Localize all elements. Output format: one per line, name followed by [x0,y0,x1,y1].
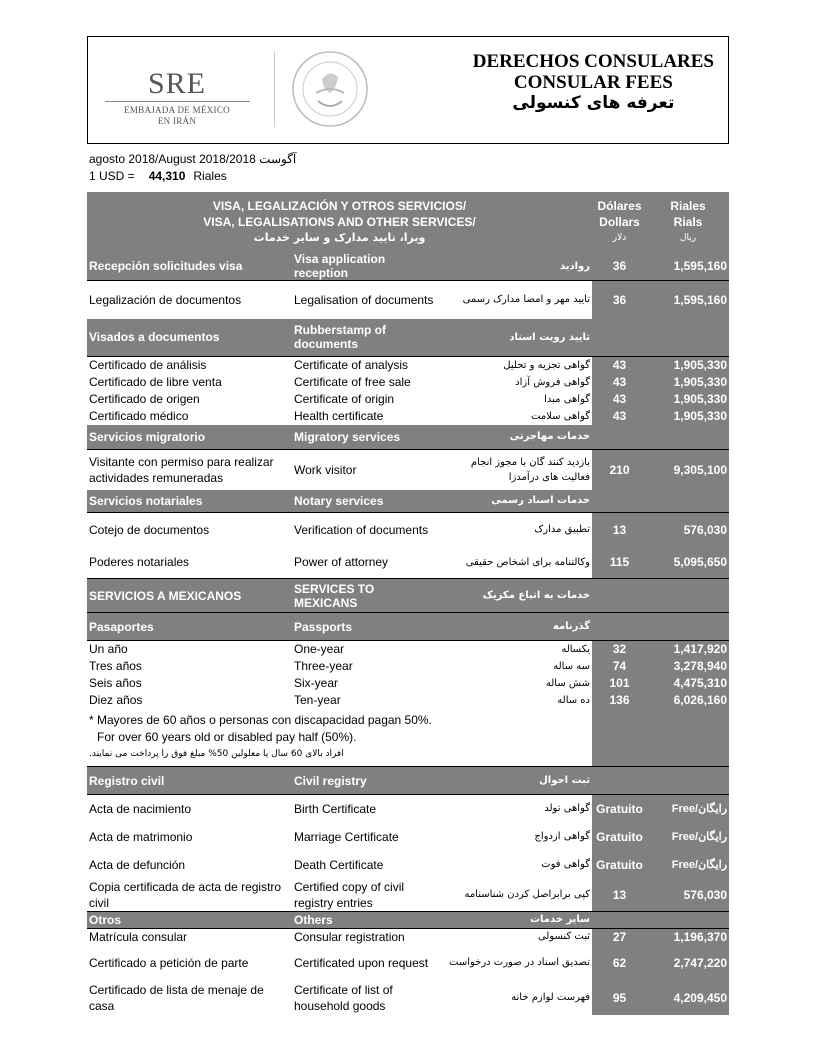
fee-row [87,281,729,319]
label-fa: سایر خدمات [440,911,592,928]
label-en: Certificate of list of household goods [294,982,393,1013]
rial-cell: 576,030 [647,879,729,912]
label-fa: خدمات اسناد رسمی [440,490,592,513]
label-en: Rubberstamp of documents [292,319,440,357]
label-es: SERVICIOS A MEXICANOS [87,579,292,613]
label-fa: گواهی مبدا [544,393,591,405]
label-es: Certificado de origen [89,392,200,406]
embassy-line2: EN IRÁN [157,116,197,126]
label-es: Servicios notariales [87,490,292,513]
sre-logo: SRE [147,67,207,100]
label-es: Acta de matrimonio [89,829,193,844]
usd-cell: 13 [592,513,647,547]
section-header-row [87,579,729,613]
rial-cell: Free/رایگان [647,823,729,851]
rial-header-es: Riales [670,199,706,213]
mexico-seal-icon [290,49,370,129]
rial-cell: 1,595,160 [647,252,729,281]
rial-cell [647,490,729,513]
embassy-line1: EMBAJADA DE MÉXICO [124,105,230,115]
label-en: Legalisation of documents [292,281,440,319]
title-es: DERECHOS CONSULARES [472,51,714,72]
usd-cell: 74 [592,658,647,675]
document-title [473,51,714,114]
fee-row [87,980,729,1015]
label-en: Migratory services [292,425,440,450]
label-en: Birth Certificate [292,795,440,823]
label-es: Cotejo de documentos [87,513,292,547]
label-es: Seis años [89,676,142,690]
usd-cell: 101 [592,675,647,692]
usd-cell [592,709,647,767]
label-en: SERVICES TO MEXICANS [292,579,440,613]
usd-cell: Gratuito [592,795,647,823]
label-en: Six-year [294,676,339,690]
label-fa: ثبت کنسولی [440,928,592,945]
usd-cell: 27 [592,928,647,945]
title-en: CONSULAR FEES [513,72,673,93]
label-en: One-year [292,641,440,658]
logo-divider [105,101,250,102]
label-fa: تصدیق اسناد در صورت درخواست [449,957,591,968]
label-en: Power of attorney [294,555,389,570]
header-box [87,36,729,144]
label-es: Legalización de documentos [87,281,292,319]
rial-cell: 1,196,370 [647,928,729,945]
label-fa: گواهی سلامت [531,410,591,422]
label-fa: گواهی تجزیه و تحلیل [440,357,592,374]
fee-row [87,391,729,408]
usd-cell [592,579,647,613]
fee-row [87,357,729,374]
fee-row [87,851,729,879]
label-fa: یکساله [440,641,592,658]
label-es: Visados a documentos [87,319,292,357]
label-fa: گذرنامه [440,613,592,641]
usd-cell: Gratuito [592,823,647,851]
note-fa: افراد بالای 60 سال یا معلولین 50% مبلغ فوق را پرداخت می نمایند. [89,748,344,759]
usd-cell [592,425,647,450]
label-es: Acta de nacimiento [87,795,292,823]
rate-value: 44,310 [148,169,186,183]
rial-cell [647,613,729,641]
usd-cell [592,767,647,795]
usd-cell: 95 [592,980,647,1015]
discount-note-row [87,709,729,767]
rate-unit: Riales [193,169,227,183]
label-en: Visa application reception [292,252,440,281]
rial-cell: 4,209,450 [647,980,729,1015]
label-es: Tres años [89,659,142,673]
fee-row [87,879,729,912]
rial-cell: 576,030 [647,513,729,547]
label-fa: کپی برابراصل کردن شناسنامه [464,889,591,900]
label-en: Consular registration [292,928,440,945]
label-en: Death Certificate [294,857,384,872]
fee-row [87,928,729,945]
usd-column-header [592,192,647,252]
usd-cell: 36 [592,252,647,281]
discount-note [87,709,592,767]
section-header-row [87,613,729,641]
rial-cell [647,911,729,928]
label-fa: ده ساله [557,694,591,706]
rial-cell: 2,747,220 [647,945,729,980]
label-fa: تایید مهر و امضا مدارک رسمی [440,281,592,319]
exchange-rate [89,168,296,185]
fee-row [87,547,729,579]
rial-header-en: Rials [673,215,703,229]
label-fa: روادید [440,252,592,281]
label-fa: گواهی ازدواج [534,831,591,842]
label-fa: فهرست لوازم خانه [511,992,591,1003]
label-es: Copia certificada de acta de registro civil [89,879,282,910]
fee-row [87,408,729,425]
usd-cell: 115 [592,547,647,579]
table-header-title [87,192,592,252]
label-en: Certified copy of civil registry entries [294,879,405,910]
rial-cell: 1,595,160 [647,281,729,319]
usd-cell [592,911,647,928]
fee-row [87,675,729,692]
fee-row [87,450,729,490]
usd-cell: 43 [592,408,647,425]
fee-row [87,692,729,709]
label-fa: تطبیق مدارک [440,513,592,547]
usd-cell: 13 [592,879,647,912]
usd-cell: 62 [592,945,647,980]
label-es: Certificado de lista de menaje de casa [89,982,264,1013]
label-es: Visitante con permiso para realizar actividades remuneradas [87,450,292,490]
rial-cell: Free/رایگان [647,851,729,879]
label-en: Marriage Certificate [294,829,399,844]
fee-row [87,374,729,391]
usd-cell: 32 [592,641,647,658]
label-fa: ثبت احوال [440,767,592,795]
label-es: Certificado de libre venta [89,375,222,389]
usd-header-fa: دلار [612,233,627,243]
label-es: Registro civil [87,767,292,795]
label-en: Notary services [292,490,440,513]
label-es: Servicios migratorio [87,425,292,450]
fee-row [87,513,729,547]
label-es: Pasaportes [87,613,292,641]
label-en: Civil registry [292,767,440,795]
label-en: Three-year [294,659,353,673]
section-header-row [87,425,729,450]
rial-cell [647,709,729,767]
section-header-row [87,490,729,513]
usd-header-es: Dólares [597,199,642,213]
usd-cell: 136 [592,692,647,709]
label-fa: وکالتنامه برای اشخاص حقیقی [465,556,591,568]
note-es: * Mayores de 60 años o personas con discapacidad pagan 50%. [89,712,432,727]
note-en: For over 60 years old or disabled pay half (50%). [97,729,357,744]
usd-cell [592,490,647,513]
rial-cell: 1,905,330 [647,408,729,425]
rial-cell: 4,475,310 [647,675,729,692]
rial-cell: 9,305,100 [647,450,729,490]
embassy-name [88,105,266,127]
label-fa: سه ساله [553,660,591,672]
header-line-en: VISA, LEGALISATIONS AND OTHER SERVICES/ [203,215,476,229]
usd-cell: 210 [592,450,647,490]
label-fa: گواهی تولد [440,795,592,823]
rial-cell: 6,026,160 [647,692,729,709]
rial-cell [647,319,729,357]
section-header-row [87,319,729,357]
rial-header-fa: ریال [679,233,697,243]
label-fa: خدمات مهاجرتی [440,425,592,450]
date-line: agosto 2018/August 2018/2018 آگوست [89,152,297,166]
header-line-es: VISA, LEGALIZACIÓN Y OTROS SERVICIOS/ [212,199,467,213]
rial-cell: 1,417,920 [647,641,729,658]
usd-cell: 36 [592,281,647,319]
usd-cell [592,319,647,357]
label-fa: گواهی فوت [541,859,591,870]
label-es: Certificado de análisis [87,357,292,374]
usd-cell: 43 [592,374,647,391]
label-es: Certificado a petición de parte [89,955,249,970]
rial-cell: 1,905,330 [647,357,729,374]
rial-cell: Free/رایگان [647,795,729,823]
fee-row [87,945,729,980]
usd-cell: 43 [592,391,647,408]
rial-cell [647,579,729,613]
fees-table [87,192,729,1015]
label-fa: بازدید کنند گان با مجوز انجام فعالیت های درآمدزا [440,450,592,490]
logo-separator [274,51,275,127]
rial-cell [647,425,729,450]
title-fa: تعرفه های کنسولی [512,93,675,113]
rate-label: 1 USD = [89,169,135,183]
usd-cell [592,613,647,641]
usd-cell: 43 [592,357,647,374]
label-en: Verification of documents [292,513,440,547]
fee-row [87,658,729,675]
label-fa: تایید رویت اسناد [440,319,592,357]
rial-cell: 3,278,940 [647,658,729,675]
rial-cell [647,767,729,795]
label-es: Diez años [89,693,143,707]
label-es: Un año [87,641,292,658]
label-en: Certificate of origin [294,392,395,406]
fee-row [87,823,729,851]
label-en: Certificate of free sale [294,375,411,389]
section-header-row [87,252,729,281]
label-fa: خدمات به اتباع مکزیک [440,579,592,613]
label-en: Others [292,911,440,928]
label-en: Certificated upon request [294,955,429,970]
section-header-row [87,767,729,795]
label-fa: گواهی فروش آزاد [515,376,591,388]
label-es: Acta de defunción [89,857,186,872]
label-en: Passports [292,613,440,641]
rial-column-header [647,192,729,252]
rial-cell: 1,905,330 [647,391,729,408]
label-es: Recepción solicitudes visa [87,252,292,281]
label-es: Otros [87,911,292,928]
date-block [89,151,296,185]
header-line-fa: ویزا، تایید مدارک و سایر خدمات [253,231,426,244]
fee-row [87,795,729,823]
rial-cell: 1,905,330 [647,374,729,391]
label-en: Work visitor [292,450,440,490]
fee-row [87,641,729,658]
usd-header-en: Dollars [599,215,640,229]
label-en: Ten-year [294,693,341,707]
label-es: Poderes notariales [89,555,190,570]
rial-cell: 5,095,650 [647,547,729,579]
label-fa: شش ساله [545,677,591,689]
table-header-row [87,192,729,252]
label-en: Health certificate [294,409,384,423]
label-es: Certificado médico [89,409,189,423]
label-es: Matrícula consular [87,928,292,945]
usd-cell: Gratuito [592,851,647,879]
label-en: Certificate of analysis [292,357,440,374]
section-header-row [87,911,729,928]
